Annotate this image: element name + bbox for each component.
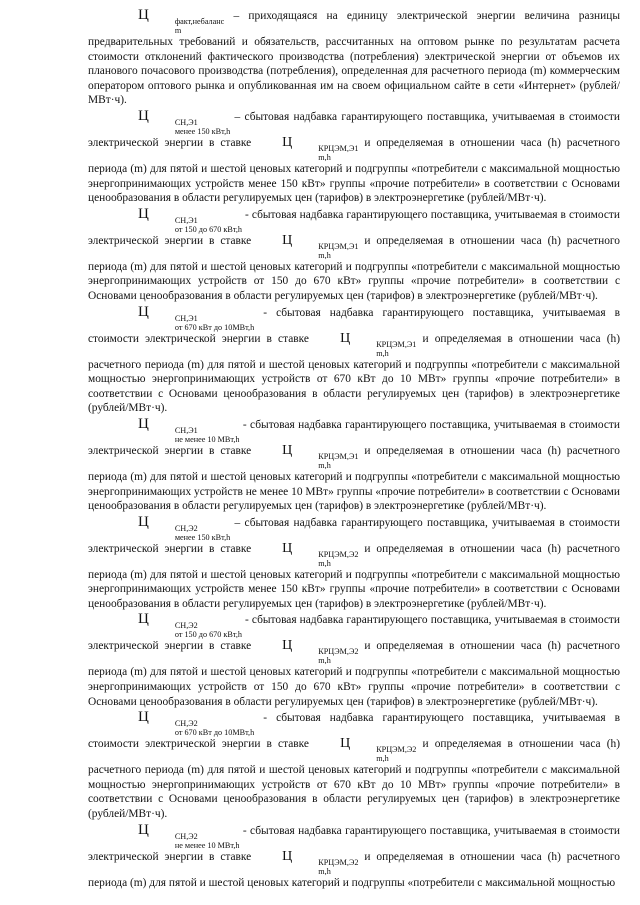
paragraph-text: – сбытовая надбавка гарантирующего поставщика, учитываемая в стоимости электрической энергии в ставке xyxy=(88,516,620,555)
symbol-subscript: m,h xyxy=(318,656,331,666)
symbol-superscript: КРЦЭМ,Э2 xyxy=(318,647,359,657)
symbol-base: Ц xyxy=(138,611,149,628)
symbol-scripts xyxy=(150,426,240,444)
definition-paragraph xyxy=(88,710,620,821)
symbol-subscript: от 150 до 670 кВт,h xyxy=(174,224,242,234)
symbol-superscript: КРЦЭМ,Э1 xyxy=(318,143,359,153)
paragraph-text: - сбытовая надбавка гарантирующего поставщика, учитываемая в стоимости электрической энергии в ставке xyxy=(88,824,620,863)
symbol-subscript: m,h xyxy=(318,460,331,470)
symbol-scripts xyxy=(293,550,358,568)
symbol-superscript: СН,Э2 xyxy=(174,621,198,631)
rate-symbol xyxy=(315,332,416,358)
symbol-subscript: от 670 кВт до 10МВт,h xyxy=(174,322,255,332)
term-symbol xyxy=(113,612,242,639)
term-symbol xyxy=(113,515,230,542)
paragraph-list xyxy=(88,8,620,890)
paragraph-text: – сбытовая надбавка гарантирующего поставщика, учитываемая в стоимости электрической энергии в ставке xyxy=(88,110,620,149)
symbol-subscript: не менее 10 МВт,h xyxy=(174,840,240,850)
symbol-scripts xyxy=(150,832,240,850)
symbol-scripts xyxy=(293,647,358,665)
symbol-subscript: m,h xyxy=(318,866,331,876)
term-symbol xyxy=(113,710,254,737)
symbol-subscript: не менее 10 МВт,h xyxy=(174,434,240,444)
term-symbol xyxy=(113,109,230,136)
symbol-superscript: КРЦЭМ,Э2 xyxy=(318,549,359,559)
symbol-scripts xyxy=(351,340,416,358)
definition-paragraph xyxy=(88,305,620,416)
symbol-base: Ц xyxy=(138,303,149,320)
symbol-superscript: КРЦЭМ,Э2 xyxy=(318,857,359,867)
symbol-scripts xyxy=(150,524,230,542)
definition-paragraph xyxy=(88,823,620,891)
definition-paragraph xyxy=(88,207,620,304)
symbol-subscript: менее 150 кВт,h xyxy=(174,126,231,136)
term-symbol xyxy=(113,8,224,35)
definition-paragraph xyxy=(88,417,620,514)
symbol-scripts xyxy=(150,719,254,737)
rate-symbol xyxy=(257,444,358,470)
rate-symbol xyxy=(257,542,358,568)
symbol-subscript: m,h xyxy=(318,250,331,260)
symbol-subscript: m,h xyxy=(376,348,389,358)
paragraph-text: - сбытовая надбавка гарантирующего поставщика, учитываемая в стоимости электрической энергии в ставке xyxy=(88,418,620,457)
symbol-scripts xyxy=(150,118,230,136)
symbol-scripts xyxy=(150,216,242,234)
symbol-scripts xyxy=(150,314,254,332)
paragraph-text-continued: и определяемая в отношении часа (h) расчетного периода (m) для пятой и шестой ценовых категорий и подгруппы «потребители с максимальной мощностью энергопринимающих устройств от 670 кВт до 10 МВт» группы «прочие потребители» в соответствии с Основами ценообразования в области регулируемых цен (тарифов) в электроэнергетике (рублей/МВт·ч). xyxy=(88,332,620,415)
symbol-base: Ц xyxy=(138,7,149,23)
paragraph-text-continued: и определяемая в отношении часа (h) расчетного периода (m) для пятой и шестой ценовых категорий и подгруппы «потребители с максимальной мощностью энергопринимающих устройств менее 150 кВт» группы «прочие потребители» в соответствии с Основами ценообразования в области регулируемых цен (тарифов) в электроэнергетике (рублей/МВт·ч). xyxy=(88,542,621,610)
rate-symbol xyxy=(257,850,358,876)
symbol-base: Ц xyxy=(282,848,293,864)
symbol-base: Ц xyxy=(340,330,351,346)
symbol-base: Ц xyxy=(340,736,351,752)
symbol-superscript: КРЦЭМ,Э1 xyxy=(318,451,359,461)
paragraph-text-continued: и определяемая в отношении часа (h) расчетного периода (m) для пятой и шестой ценовых категорий и подгруппы «потребители с максимальной мощностью энергопринимающих устройств менее 150 кВт» группы «прочие потребители» в соответствии с Основами ценообразования в области регулируемых цен (тарифов) в электроэнергетике (рублей/МВт·ч). xyxy=(88,136,621,205)
symbol-superscript: КРЦЭМ,Э1 xyxy=(318,241,359,251)
definition-paragraph xyxy=(88,515,620,612)
paragraph-text: - сбытовая надбавка гарантирующего поставщика, учитываемая в стоимости электрической энергии в ставке xyxy=(88,614,620,653)
symbol-scripts xyxy=(293,144,358,162)
rate-symbol xyxy=(257,639,358,665)
symbol-superscript: КРЦЭМ,Э1 xyxy=(376,339,417,349)
rate-symbol xyxy=(315,737,416,763)
symbol-scripts xyxy=(150,621,242,639)
symbol-base: Ц xyxy=(282,134,293,150)
symbol-subscript: от 150 до 670 кВт,h xyxy=(174,630,242,640)
symbol-superscript: СН,Э1 xyxy=(174,215,198,225)
symbol-base: Ц xyxy=(282,442,293,458)
symbol-scripts xyxy=(293,242,358,260)
symbol-superscript: СН,Э1 xyxy=(174,313,198,323)
rate-symbol xyxy=(257,136,358,162)
paragraph-text: - сбытовая надбавка гарантирующего поставщика, учитываемая в стоимости электрической энергии в ставке xyxy=(88,712,620,751)
symbol-superscript: СН,Э1 xyxy=(174,425,198,435)
symbol-scripts xyxy=(293,452,358,470)
symbol-subscript: менее 150 кВт,h xyxy=(174,532,231,542)
symbol-scripts xyxy=(150,17,224,35)
symbol-superscript: факт,небаланс xyxy=(174,17,225,26)
symbol-superscript: КРЦЭМ,Э2 xyxy=(376,745,417,755)
symbol-base: Ц xyxy=(138,513,149,530)
definition-paragraph xyxy=(88,612,620,709)
symbol-superscript: СН,Э2 xyxy=(174,523,198,533)
term-symbol xyxy=(113,305,254,332)
paragraph-text-continued: и определяемая в отношении часа (h) расчетного периода (m) для пятой и шестой ценовых категорий и подгруппы «потребители с максимальной мощностью энергопринимающих устройств от 670 кВт до 10 МВт» группы «прочие потребители» в соответствии с Основами ценообразования в области регулируемых цен (тарифов) в электроэнергетике (рублей/МВт·ч). xyxy=(88,738,620,821)
paragraph-text-continued: и определяемая в отношении часа (h) расчетного периода (m) для пятой и шестой ценовых категорий и подгруппы «потребители с максимальной мощностью xyxy=(88,850,621,889)
paragraph-text: - сбытовая надбавка гарантирующего поставщика, учитываемая в стоимости электрической энергии в ставке xyxy=(88,306,620,345)
rate-symbol xyxy=(257,234,358,260)
term-symbol xyxy=(113,417,240,444)
symbol-base: Ц xyxy=(138,107,149,124)
paragraph-text: - сбытовая надбавка гарантирующего поставщика, учитываемая в стоимости электрической энергии в ставке xyxy=(88,208,620,247)
symbol-base: Ц xyxy=(282,540,293,556)
definition-paragraph xyxy=(88,8,620,108)
symbol-base: Ц xyxy=(282,232,293,248)
paragraph-text-continued: и определяемая в отношении часа (h) расчетного периода (m) для пятой и шестой ценовых категорий и подгруппы «потребители с максимальной мощностью энергопринимающих устройств от 150 до 670 кВт» группы «прочие потребители» в соответствии с Основами ценообразования в области регулируемых цен (тарифов) в электроэнергетике (рублей/МВт·ч). xyxy=(88,640,621,708)
paragraph-text-continued: и определяемая в отношении часа (h) расчетного периода (m) для пятой и шестой ценовых категорий и подгруппы «потребители с максимальной мощностью энергопринимающих устройств не менее 10 МВт» группы «прочие потребители» в соответствии с Основами ценообразования в области регулируемых цен (тарифов) в электроэнергетике (рублей/МВт·ч). xyxy=(88,444,621,513)
term-symbol xyxy=(113,823,240,850)
symbol-base: Ц xyxy=(138,415,149,432)
symbol-base: Ц xyxy=(138,709,149,726)
symbol-scripts xyxy=(293,858,358,876)
paragraph-text-continued: и определяемая в отношении часа (h) расчетного периода (m) для пятой и шестой ценовых категорий и подгруппы «потребители с максимальной мощностью энергопринимающих устройств от 150 до 670 кВт» группы «прочие потребители» в соответствии с Основами ценообразования в области регулируемых цен (тарифов) в электроэнергетике (рублей/МВт·ч). xyxy=(88,234,621,302)
symbol-subscript: m,h xyxy=(318,152,331,162)
symbol-base: Ц xyxy=(282,638,293,654)
symbol-scripts xyxy=(351,745,416,763)
term-symbol xyxy=(113,207,242,234)
paragraph-text: – приходящаяся на единицу электрической энергии величина разницы предварительных требований и обязательств, рассчитанных на оптовом рынке по результатам расчета стоимости отклонений фактического производства (потребления) электрической энергии от объемов их планового почасового производства (потребления), определенная для расчетного периода (m) коммерческим оператором оптового рынка и опубликованная им на своем официальном сайте в сети «Интернет» (рублей/МВт·ч). xyxy=(88,10,620,107)
symbol-subscript: m,h xyxy=(318,558,331,568)
symbol-subscript: от 670 кВт до 10МВт,h xyxy=(174,728,255,738)
symbol-base: Ц xyxy=(138,205,149,222)
symbol-superscript: СН,Э2 xyxy=(174,831,198,841)
definition-paragraph xyxy=(88,109,620,206)
symbol-superscript: СН,Э2 xyxy=(174,719,198,729)
symbol-subscript: m,h xyxy=(376,754,389,764)
symbol-superscript: СН,Э1 xyxy=(174,117,198,127)
symbol-base: Ц xyxy=(138,821,149,838)
symbol-subscript: m xyxy=(174,26,182,35)
